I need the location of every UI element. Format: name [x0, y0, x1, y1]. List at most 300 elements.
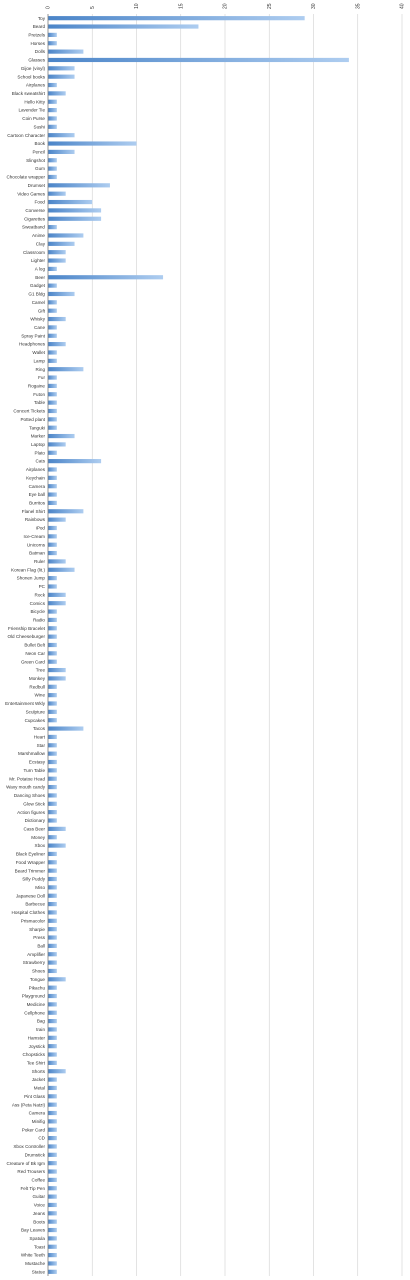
category-label: Mustache [25, 1261, 45, 1267]
x-tick-label: 15 [178, 3, 185, 9]
bar [48, 568, 75, 572]
category-label: Turn Table [23, 767, 45, 773]
category-label: Lamp [33, 358, 45, 364]
bar [48, 350, 57, 354]
category-label: Dancing Shoes [13, 793, 45, 799]
bar [48, 869, 57, 873]
category-label: Beard Trimmer [14, 868, 45, 874]
category-label: Plato [34, 450, 45, 456]
bar [48, 392, 57, 396]
category-label: Ruler [34, 559, 45, 565]
category-label: Frienship Bracelet [7, 625, 45, 631]
bar [48, 175, 57, 179]
category-label: Ass (Peta Natzi) [11, 1102, 45, 1108]
category-label: Cass Beer [23, 826, 45, 832]
bar [48, 342, 66, 346]
category-label: Korean Flag (lit.) [11, 567, 45, 573]
bar [48, 802, 57, 806]
bar [48, 325, 57, 329]
category-label: Table [34, 400, 45, 406]
category-label: Glasses [28, 57, 45, 63]
category-label: Dictionary [24, 818, 45, 824]
category-label: Ecstasy [28, 759, 45, 765]
bar [48, 785, 57, 789]
bar [48, 693, 57, 697]
bar [48, 476, 57, 480]
bar [48, 275, 163, 279]
bar [48, 150, 75, 154]
bar [48, 752, 57, 756]
category-label: Bullet Belt [24, 642, 45, 648]
category-label: Guitar [32, 1194, 45, 1200]
bar [48, 1061, 57, 1065]
bar [48, 601, 66, 605]
category-label: Barbecue [25, 901, 45, 907]
bar [48, 158, 57, 162]
bar [48, 1111, 57, 1115]
bar [48, 225, 57, 229]
bar [48, 108, 57, 112]
category-label: Comics [29, 600, 45, 606]
bar [48, 1103, 57, 1107]
category-label: Keychain [26, 475, 45, 481]
category-label: Old Cheeseburger [7, 634, 45, 640]
x-tick-label: 25 [266, 3, 273, 9]
category-label: Ball [37, 943, 45, 949]
category-label: Flanel Shirt [21, 508, 45, 514]
category-label: Pencil [32, 149, 45, 155]
bar [48, 710, 57, 714]
bar [48, 559, 66, 563]
bar [48, 961, 57, 965]
bar [48, 375, 57, 379]
category-label: Mr. Potatoe Head [9, 776, 45, 782]
bar [48, 994, 57, 998]
category-label: Radio [32, 617, 45, 623]
bar [48, 217, 101, 221]
bar [48, 192, 66, 196]
category-label: Monkey [28, 676, 45, 682]
bar [48, 91, 66, 95]
bar [48, 1019, 57, 1023]
category-label: Futon [33, 391, 45, 397]
category-label: CD [38, 1135, 45, 1141]
category-label: Rock [34, 592, 45, 598]
category-label: Shonen Jump [16, 575, 45, 581]
bar [48, 509, 83, 513]
bar [48, 827, 66, 831]
bar [48, 1236, 57, 1240]
bar [48, 401, 57, 405]
category-label: Anime [31, 233, 45, 239]
bar [48, 292, 75, 296]
category-label: Tee Shirt [26, 1060, 45, 1066]
category-label: Shoes [31, 968, 45, 974]
category-label: Marker [30, 433, 45, 439]
bar [48, 100, 57, 104]
category-label: Video Games [17, 191, 45, 197]
bar [48, 1002, 57, 1006]
category-label: Waxy mouth candy [6, 784, 45, 790]
category-label: Black Eyeliner [15, 851, 45, 857]
bar [48, 284, 57, 288]
bar [48, 768, 57, 772]
category-label: Wine [34, 692, 45, 698]
category-label: Chopsticks [22, 1052, 45, 1058]
category-label: Cane [34, 325, 45, 331]
bar [48, 116, 57, 120]
category-label: Poker Card [21, 1127, 45, 1133]
category-label: School books [17, 74, 45, 80]
bar [48, 200, 92, 204]
bar [48, 977, 66, 981]
category-label: Drumset [27, 182, 45, 188]
bar [48, 1136, 57, 1140]
category-label: Xbox Controller [13, 1144, 45, 1150]
category-label: Cigarettes [24, 216, 45, 222]
category-label: Bag [36, 1018, 45, 1024]
bar [48, 543, 57, 547]
category-label: Black sweatshirt [11, 90, 45, 96]
bar [48, 467, 57, 471]
bar [48, 1211, 57, 1215]
x-tick-label: 40 [399, 3, 406, 9]
category-label: Coin Purse [22, 116, 45, 122]
bar [48, 41, 57, 45]
category-label: Whisky [30, 316, 45, 322]
bar [48, 952, 57, 956]
bar [48, 576, 57, 580]
bar [48, 167, 57, 171]
category-label: Cats [35, 458, 45, 464]
category-label: Joystick [28, 1043, 45, 1049]
category-label: Glow Stick [23, 801, 45, 807]
category-label: iPod [35, 525, 45, 531]
bar [48, 626, 57, 630]
category-label: Airplanes [25, 467, 45, 473]
bar [48, 300, 57, 304]
category-label: Pint Glass [24, 1093, 45, 1099]
bar [48, 1169, 57, 1173]
bar [48, 359, 57, 363]
bar [48, 1228, 57, 1232]
category-label: Shorts [31, 1068, 45, 1074]
bar [48, 1044, 57, 1048]
category-label: Rainbows [24, 517, 45, 523]
bar [48, 735, 57, 739]
category-label: Gadget [29, 283, 45, 289]
category-label: Gift [37, 308, 45, 314]
category-label: Hello Kitty [24, 99, 45, 105]
category-label: Japanese Doll [15, 893, 45, 899]
bar [48, 83, 57, 87]
category-label: Unicorns [26, 542, 45, 548]
bar [48, 258, 66, 262]
category-label: Ring [35, 366, 45, 372]
bar [48, 1094, 57, 1098]
bar [48, 183, 110, 187]
category-label: Dolls [34, 49, 45, 55]
category-label: Cartoon Character [7, 132, 45, 138]
bar [48, 810, 57, 814]
category-label: Redbull [29, 684, 45, 690]
bar [48, 701, 57, 705]
category-label: Classroom [23, 249, 45, 255]
bar [48, 944, 57, 948]
bar [48, 417, 57, 421]
x-tick-label: 35 [355, 3, 362, 9]
bar [48, 384, 57, 388]
category-label: Tacos [33, 726, 45, 732]
bar [48, 409, 57, 413]
bar [48, 1203, 57, 1207]
category-label: Batman [29, 550, 45, 556]
category-label: Cellphone [24, 1010, 45, 1016]
bar [48, 927, 57, 931]
bar [48, 902, 57, 906]
category-label: Playground [21, 993, 45, 999]
category-label: Red Trousers [17, 1169, 45, 1175]
category-label: Lavender Tie [18, 107, 45, 113]
bar [48, 919, 57, 923]
category-label: A log [34, 266, 45, 272]
x-tick-label: 0 [45, 6, 52, 9]
category-label: Concert Tickets [13, 408, 45, 414]
category-label: Star [36, 742, 45, 748]
category-label: Action figures [17, 809, 45, 815]
bar [48, 910, 57, 914]
bar [48, 1052, 57, 1056]
bar [48, 551, 57, 555]
category-label: Gum [35, 166, 45, 172]
category-label: Airplanes [25, 82, 45, 88]
bar [48, 267, 57, 271]
category-label: Toast [34, 1244, 45, 1250]
category-label: Camel [31, 299, 45, 305]
bar [48, 33, 57, 37]
category-label: Beard [32, 24, 45, 30]
category-label: Money [31, 834, 45, 840]
bar [48, 1220, 57, 1224]
category-label: Jeans [32, 1210, 45, 1216]
category-label: Tanguki [29, 425, 45, 431]
bar [48, 317, 66, 321]
category-label: Neon Car [25, 650, 45, 656]
bar [48, 141, 137, 145]
bar [48, 534, 57, 538]
category-label: Heart [33, 734, 45, 740]
bar [48, 609, 57, 613]
bar [48, 1253, 57, 1257]
category-label: Prismacolor [20, 918, 45, 924]
category-label: Ice-Cream [23, 533, 45, 539]
bar [48, 894, 57, 898]
category-label: Hospital Clothes [11, 910, 45, 916]
bar [48, 718, 57, 722]
bar [48, 843, 66, 847]
x-tick-label: 30 [311, 3, 318, 9]
category-label: Felt Tip Pen [20, 1185, 45, 1191]
bar [48, 1153, 57, 1157]
bar [48, 835, 57, 839]
category-label: train [36, 1027, 45, 1033]
category-label: Amplifier [27, 951, 45, 957]
bar [48, 935, 57, 939]
bar [48, 367, 83, 371]
bar [48, 1069, 66, 1073]
bar [48, 492, 57, 496]
bar [48, 777, 57, 781]
category-label: Lighter [30, 258, 45, 264]
category-label: Tongue [29, 976, 45, 982]
category-label: Cupcakes [24, 717, 45, 723]
bar [48, 660, 57, 664]
bar [48, 885, 57, 889]
bar [48, 1027, 57, 1031]
category-label: Entertainment Wkly [5, 701, 45, 707]
bar [48, 1186, 57, 1190]
category-label: White Teeth [20, 1252, 45, 1258]
category-label: Food Wrapper [15, 859, 45, 865]
category-label: Camera [28, 1110, 45, 1116]
bar [48, 442, 66, 446]
bar [48, 133, 75, 137]
category-label: Silly Puddy [22, 876, 45, 882]
bar [48, 1261, 57, 1265]
category-label: Horses [30, 40, 45, 46]
category-label: Book [34, 141, 45, 147]
category-label: Spatula [29, 1235, 45, 1241]
bar [48, 66, 75, 70]
category-label: Burritos [29, 500, 45, 506]
bar [48, 668, 66, 672]
bar [48, 526, 57, 530]
bar [48, 877, 57, 881]
category-label: Converse [25, 208, 45, 214]
bar [48, 250, 66, 254]
bar [48, 50, 83, 54]
category-label: Pretzels [28, 32, 45, 38]
bar [48, 518, 66, 522]
bar [48, 16, 305, 20]
category-label: Fur [38, 375, 45, 381]
bar [48, 484, 57, 488]
bar [48, 818, 57, 822]
category-label: Voice [33, 1202, 45, 1208]
bar [48, 969, 57, 973]
category-label: Minifig [31, 1118, 45, 1124]
bar [48, 1119, 57, 1123]
bar [48, 1036, 57, 1040]
category-label: Sushi [33, 124, 45, 130]
bar [48, 309, 57, 313]
category-label: Pikachu [28, 985, 45, 991]
bar [48, 860, 57, 864]
bar [48, 584, 57, 588]
bar [48, 726, 83, 730]
bar [48, 233, 83, 237]
bar [48, 75, 75, 79]
bar [48, 459, 101, 463]
bar [48, 125, 57, 129]
category-label: Miso [35, 884, 45, 890]
category-label: Laptop [30, 442, 45, 448]
category-label: Medicine [26, 1001, 45, 1007]
bar [48, 1078, 57, 1082]
bar [48, 651, 57, 655]
category-label: G1 Bldg [28, 291, 45, 297]
category-label: Food [34, 199, 45, 205]
category-label: Press [33, 935, 45, 941]
category-label: Boots [33, 1219, 45, 1225]
category-label: Metal [33, 1085, 45, 1091]
bar [48, 852, 57, 856]
bar [48, 1011, 57, 1015]
bar [48, 743, 57, 747]
category-label: Coffee [31, 1177, 45, 1183]
bar [48, 635, 57, 639]
bar [48, 1128, 57, 1132]
bar [48, 685, 57, 689]
bar [48, 676, 66, 680]
category-label: Statue [31, 1269, 45, 1275]
category-label: Xbox [34, 843, 45, 849]
bar [48, 1178, 57, 1182]
category-label: PC [38, 584, 45, 590]
category-label: Creature of Bk Igm [6, 1160, 45, 1166]
category-label: Strawberry [22, 960, 45, 966]
category-label: Sculpture [25, 709, 45, 715]
category-label: Tree [35, 667, 45, 673]
category-label: Wallet [32, 350, 45, 356]
bar [48, 1086, 57, 1090]
bar [48, 1144, 57, 1148]
bar [48, 24, 198, 28]
bar [48, 334, 57, 338]
category-label: Green Card [20, 659, 45, 665]
category-label: Drumstick [24, 1152, 45, 1158]
bar [48, 593, 66, 597]
category-label: Toy [37, 15, 45, 21]
bar [48, 760, 57, 764]
category-label: Rogaine [27, 383, 45, 389]
category-label: Slingshot [26, 157, 45, 163]
bar [48, 986, 57, 990]
bar [48, 1270, 57, 1274]
bar [48, 58, 349, 62]
bar [48, 242, 75, 246]
category-label: Potted plant [20, 416, 45, 422]
category-label: Bay Leaves [20, 1227, 45, 1233]
x-tick-label: 10 [134, 3, 141, 9]
bar [48, 208, 101, 212]
x-tick-label: 5 [89, 6, 96, 9]
category-label: Gijoe (vinyl) [20, 65, 45, 71]
category-label: Spray Paint [21, 333, 45, 339]
bar [48, 1195, 57, 1199]
category-label: Marshmallow [17, 751, 45, 757]
bar [48, 434, 75, 438]
bar [48, 643, 57, 647]
bar [48, 501, 57, 505]
category-label: Camera [28, 483, 45, 489]
x-tick-label: 20 [222, 3, 229, 9]
bar [48, 793, 57, 797]
category-label: Clay [35, 241, 45, 247]
category-label: Jacket [31, 1077, 45, 1083]
bar [48, 426, 57, 430]
bar [48, 1245, 57, 1249]
